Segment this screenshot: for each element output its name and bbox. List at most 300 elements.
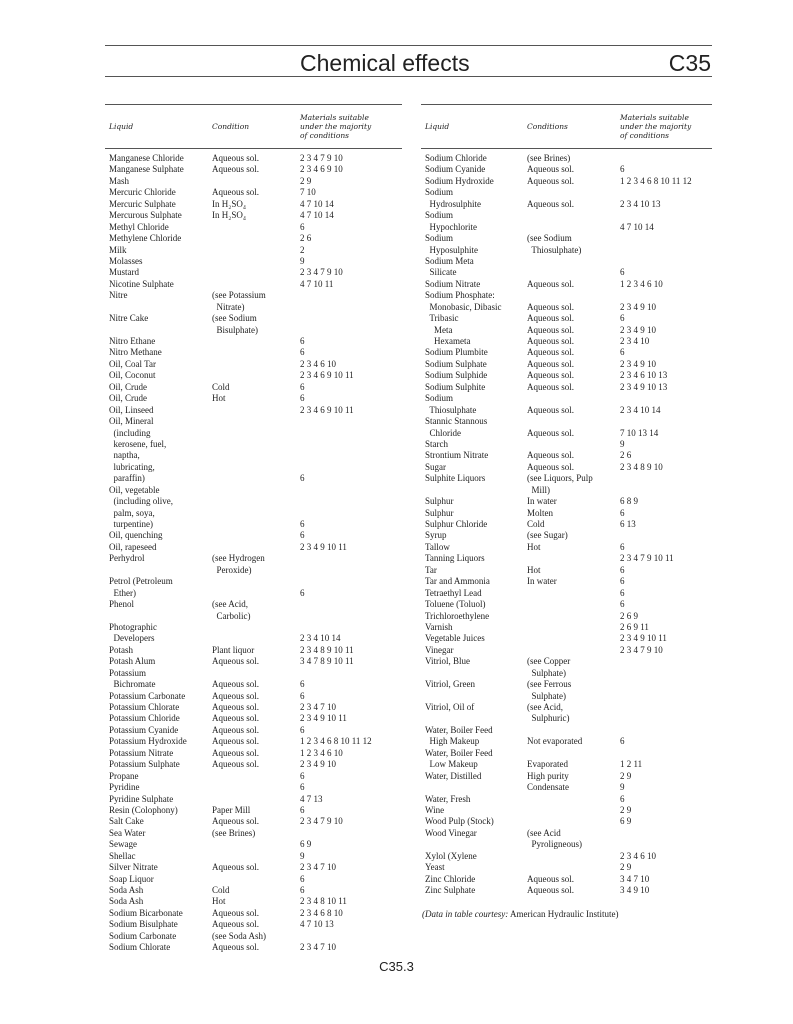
table-row bbox=[425, 862, 712, 873]
cell-liquid: Sodium Plumbite bbox=[425, 347, 488, 358]
note-text: American Hydraulic Institute) bbox=[510, 909, 619, 919]
table-row bbox=[109, 919, 402, 930]
cell-condition: (see Copper bbox=[527, 656, 571, 667]
table-row bbox=[109, 473, 402, 484]
cell-materials: 2 3 4 7 10 bbox=[300, 942, 336, 953]
table-row bbox=[425, 267, 712, 278]
cell-materials: 6 bbox=[620, 347, 625, 358]
cell-condition: Aqueous sol. bbox=[527, 164, 574, 175]
cell-materials: 2 3 4 8 9 10 11 bbox=[300, 644, 354, 655]
cell-liquid: Sodium Sulphate bbox=[425, 358, 487, 369]
cell-liquid: Potash Alum bbox=[109, 656, 156, 667]
cell-materials: 4 7 10 14 bbox=[300, 198, 334, 209]
cell-condition: Aqueous sol. bbox=[527, 324, 574, 335]
table-row bbox=[425, 290, 712, 301]
table-row bbox=[109, 199, 402, 210]
header-rule-bottom bbox=[105, 76, 712, 77]
cell-materials: 2 6 bbox=[620, 450, 632, 461]
table-row bbox=[109, 485, 402, 496]
table-row bbox=[109, 839, 402, 850]
cell-liquid: Zinc Sulphate bbox=[425, 885, 476, 895]
table-row bbox=[109, 816, 402, 827]
cell-condition: (see Soda Ash) bbox=[212, 930, 266, 941]
cell-liquid: Pyridine Sulphate bbox=[109, 793, 174, 804]
table-row bbox=[109, 279, 402, 290]
cell-condition: Aqueous sol. bbox=[212, 919, 259, 930]
table-row bbox=[425, 839, 712, 850]
cell-condition: Aqueous sol. bbox=[527, 885, 574, 895]
cell-materials: 6 bbox=[300, 885, 305, 895]
cell-materials: 2 6 bbox=[300, 233, 312, 244]
cell-liquid: Mash bbox=[109, 175, 129, 186]
note-italic: (Data in table courtesy: bbox=[422, 909, 509, 919]
table-row bbox=[109, 794, 402, 805]
cell-condition: Bisulphate) bbox=[212, 324, 258, 335]
table-row bbox=[109, 233, 402, 244]
cell-liquid: Oil, Coconut bbox=[109, 370, 156, 381]
table-row bbox=[109, 679, 402, 690]
cell-materials: 2 6 9 bbox=[620, 610, 638, 621]
table-row bbox=[109, 942, 402, 953]
cell-materials: 2 9 bbox=[300, 175, 312, 186]
cell-condition: Cold bbox=[527, 519, 545, 529]
cell-liquid: Water, Boiler Feed bbox=[425, 747, 493, 758]
cell-materials: 6 bbox=[300, 782, 305, 793]
table-row bbox=[109, 393, 402, 404]
cell-materials: 2 3 4 9 10 bbox=[620, 301, 656, 312]
cell-liquid: naptha, bbox=[109, 450, 140, 461]
table-row bbox=[425, 542, 712, 553]
cell-liquid: Soda Ash bbox=[109, 885, 144, 895]
cell-materials: 1 2 3 4 6 8 10 11 12 bbox=[300, 736, 372, 747]
cell-materials: 4 7 13 bbox=[300, 793, 323, 804]
table-row bbox=[109, 553, 402, 564]
cell-liquid: Silver Nitrate bbox=[109, 862, 158, 873]
table-row bbox=[425, 885, 712, 896]
table-row bbox=[109, 828, 402, 839]
table-row bbox=[425, 519, 712, 530]
section-code: C35 bbox=[668, 50, 711, 76]
table-row bbox=[425, 176, 712, 187]
cell-condition: In water bbox=[527, 576, 557, 587]
cell-liquid: Stannic Stannous bbox=[425, 416, 488, 427]
table-row bbox=[109, 622, 402, 633]
cell-materials: 2 9 bbox=[620, 862, 632, 873]
table-row bbox=[425, 485, 712, 496]
cell-materials: 2 3 4 9 10 bbox=[620, 358, 656, 369]
cell-liquid: Vinegar bbox=[425, 644, 454, 655]
cell-materials: 6 bbox=[620, 736, 625, 747]
cell-materials: 2 3 4 7 10 bbox=[300, 702, 336, 712]
cell-condition: Condensate bbox=[527, 782, 569, 793]
cell-materials: 2 3 4 10 14 bbox=[300, 633, 341, 644]
table-row bbox=[425, 164, 712, 175]
cell-liquid: Phenol bbox=[109, 599, 135, 610]
cell-condition: Aqueous sol. bbox=[527, 175, 574, 186]
table-row bbox=[425, 668, 712, 679]
cell-liquid: Sodium bbox=[425, 187, 454, 198]
cell-liquid: Tribasic bbox=[425, 313, 459, 324]
cell-materials: 6 bbox=[300, 679, 305, 690]
cell-condition: Aqueous sol. bbox=[527, 278, 574, 289]
cell-materials: 6 bbox=[300, 530, 305, 541]
cell-condition: Not evaporated bbox=[527, 736, 583, 747]
cell-condition: Aqueous sol. bbox=[527, 313, 574, 324]
cell-condition: Paper Mill bbox=[212, 804, 251, 815]
table-row bbox=[109, 462, 402, 473]
cell-condition: (see Acid, bbox=[527, 702, 563, 712]
table-row bbox=[109, 176, 402, 187]
cell-condition: Hot bbox=[212, 393, 226, 404]
cell-materials: 6 bbox=[300, 336, 305, 346]
table-row bbox=[109, 542, 402, 553]
cell-condition: Sulphate) bbox=[527, 690, 566, 701]
cell-liquid: Sodium Cyanide bbox=[425, 164, 486, 175]
cell-materials: 4 7 10 14 bbox=[620, 221, 654, 232]
table-row bbox=[109, 359, 402, 370]
cell-condition: In water bbox=[527, 496, 557, 507]
table-row bbox=[109, 748, 402, 759]
left-header-condition: Condition bbox=[212, 122, 250, 131]
table-row bbox=[109, 931, 402, 942]
cell-liquid: Wine bbox=[425, 804, 445, 815]
cell-materials: 7 10 13 14 bbox=[620, 427, 659, 438]
cell-liquid: Molasses bbox=[109, 255, 143, 266]
cell-liquid: Oil, Linseed bbox=[109, 404, 154, 415]
cell-materials: 6 9 bbox=[300, 839, 312, 850]
cell-materials: 2 9 bbox=[620, 770, 632, 781]
cell-liquid: Sodium bbox=[425, 210, 454, 221]
cell-materials: 6 bbox=[300, 473, 305, 484]
cell-materials: 6 bbox=[300, 770, 305, 781]
right-header-materials-line: of conditions bbox=[620, 131, 670, 140]
cell-condition: (see Acid bbox=[527, 827, 561, 838]
cell-condition: Aqueous sol. bbox=[212, 187, 259, 198]
table-row bbox=[109, 668, 402, 679]
table-row bbox=[109, 428, 402, 439]
cell-liquid: High Makeup bbox=[425, 736, 480, 747]
table-row bbox=[109, 416, 402, 427]
table-row bbox=[425, 851, 712, 862]
cell-liquid: Wood Vinegar bbox=[425, 827, 477, 838]
table-row bbox=[425, 759, 712, 770]
cell-materials: 2 3 4 8 9 10 bbox=[620, 461, 663, 472]
table-row bbox=[109, 496, 402, 507]
table-row bbox=[109, 222, 402, 233]
cell-liquid: Hexameta bbox=[425, 336, 471, 346]
cell-liquid: Nitre bbox=[109, 290, 128, 301]
cell-materials: 1 2 3 4 6 8 10 11 12 bbox=[620, 175, 692, 186]
cell-materials: 1 2 3 4 6 10 bbox=[300, 747, 343, 758]
cell-liquid: Vitriol, Blue bbox=[425, 656, 470, 667]
cell-liquid: Methylene Chloride bbox=[109, 233, 182, 244]
cell-liquid: Oil, Crude bbox=[109, 393, 147, 404]
table-row bbox=[425, 336, 712, 347]
cell-liquid: palm, soya, bbox=[109, 507, 155, 518]
left-header-materials-line: under the majority bbox=[300, 122, 372, 131]
cell-materials: 6 bbox=[300, 724, 305, 735]
cell-condition: Aqueous sol. bbox=[527, 198, 574, 209]
table-row bbox=[109, 210, 402, 221]
cell-condition: Peroxide) bbox=[212, 564, 252, 575]
table-row bbox=[425, 702, 712, 713]
cell-condition: Pyroligneous) bbox=[527, 839, 582, 850]
cell-materials: 2 3 4 10 bbox=[620, 336, 650, 346]
cell-materials: 9 bbox=[300, 255, 305, 266]
table-row bbox=[109, 633, 402, 644]
table-row bbox=[109, 565, 402, 576]
cell-materials: 6 9 bbox=[620, 816, 632, 827]
table-row bbox=[425, 771, 712, 782]
table-row bbox=[109, 347, 402, 358]
cell-condition: Aqueous sol. bbox=[527, 450, 574, 461]
table-row bbox=[109, 805, 402, 816]
cell-condition: Sulphate) bbox=[527, 667, 566, 678]
table-row bbox=[425, 588, 712, 599]
table-row bbox=[109, 736, 402, 747]
right-table-body bbox=[425, 153, 712, 896]
cell-condition: Aqueous sol. bbox=[212, 713, 259, 724]
cell-condition: Aqueous sol. bbox=[527, 336, 574, 346]
cell-materials: 2 9 bbox=[620, 804, 632, 815]
cell-condition: Aqueous sol. bbox=[527, 370, 574, 381]
cell-liquid: Water, Fresh bbox=[425, 793, 471, 804]
cell-liquid: Varnish bbox=[425, 621, 453, 632]
cell-liquid: Starch bbox=[425, 438, 448, 449]
table-row bbox=[425, 816, 712, 827]
cell-condition: Aqueous sol. bbox=[527, 347, 574, 358]
cell-liquid: Mustard bbox=[109, 267, 139, 278]
cell-liquid: Petrol (Petroleum bbox=[109, 576, 173, 587]
table-row bbox=[425, 576, 712, 587]
left-header-liquid: Liquid bbox=[109, 122, 134, 131]
cell-liquid: Low Makeup bbox=[425, 759, 478, 770]
table-row bbox=[109, 885, 402, 896]
cell-liquid: Sodium Chloride bbox=[425, 153, 487, 163]
table-row bbox=[425, 874, 712, 885]
cell-liquid: kerosene, fuel, bbox=[109, 438, 167, 449]
cell-liquid: Hydrosulphite bbox=[425, 198, 481, 209]
cell-condition: (see Potassium bbox=[212, 290, 266, 301]
left-header-materials-line: of conditions bbox=[300, 131, 350, 140]
cell-liquid: Strontium Nitrate bbox=[425, 450, 489, 461]
cell-liquid: Chloride bbox=[425, 427, 461, 438]
table-row bbox=[425, 325, 712, 336]
cell-liquid: Tar bbox=[425, 564, 437, 575]
cell-condition: High purity bbox=[527, 770, 569, 781]
cell-liquid: Nitro Methane bbox=[109, 347, 162, 358]
cell-materials: 4 7 10 14 bbox=[300, 210, 334, 221]
cell-liquid: Sulphur Chloride bbox=[425, 519, 488, 529]
table-row bbox=[425, 279, 712, 290]
cell-liquid: Vitriol, Oil of bbox=[425, 702, 475, 712]
right-header-condition: Conditions bbox=[527, 122, 568, 131]
table-row bbox=[425, 679, 712, 690]
cell-liquid: Sodium Bicarbonate bbox=[109, 907, 183, 918]
cell-liquid: Sodium Hydroxide bbox=[425, 175, 494, 186]
cell-liquid: Potassium Sulphate bbox=[109, 759, 180, 770]
table-row bbox=[425, 439, 712, 450]
cell-liquid: Methyl Chloride bbox=[109, 221, 169, 232]
cell-liquid: Mercuric Chloride bbox=[109, 187, 176, 198]
table-row bbox=[109, 313, 402, 324]
cell-condition: (see Ferrous bbox=[527, 679, 572, 690]
cell-liquid: Vegetable Juices bbox=[425, 633, 485, 644]
cell-condition: Aqueous sol. bbox=[212, 153, 259, 163]
cell-condition: Hot bbox=[527, 541, 541, 552]
table-row bbox=[425, 359, 712, 370]
table-row bbox=[109, 908, 402, 919]
cell-liquid: Tanning Liquors bbox=[425, 553, 485, 564]
cell-liquid: Oil, Mineral bbox=[109, 416, 154, 427]
cell-materials: 2 bbox=[300, 244, 305, 255]
cell-condition: Aqueous sol. bbox=[212, 736, 259, 747]
cell-liquid: Pyridine bbox=[109, 782, 140, 793]
cell-liquid: lubricating, bbox=[109, 461, 155, 472]
cell-condition: Aqueous sol. bbox=[212, 690, 259, 701]
cell-liquid: Sewage bbox=[109, 839, 137, 850]
cell-condition: Aqueous sol. bbox=[527, 427, 574, 438]
table-row bbox=[425, 450, 712, 461]
table-row bbox=[425, 405, 712, 416]
table-row bbox=[425, 622, 712, 633]
table-row bbox=[425, 382, 712, 393]
cell-materials: 6 bbox=[620, 564, 625, 575]
right-header-materials bbox=[620, 113, 691, 140]
cell-condition: Aqueous sol. bbox=[212, 164, 259, 175]
cell-liquid: Sugar bbox=[425, 461, 446, 472]
cell-liquid: Monobasic, Dibasic bbox=[425, 301, 502, 312]
cell-condition: Aqueous sol. bbox=[212, 816, 259, 827]
cell-liquid: Yeast bbox=[425, 862, 445, 873]
cell-liquid: Resin (Colophony) bbox=[109, 804, 178, 815]
cell-liquid: Hyposulphite bbox=[425, 244, 478, 255]
cell-materials: 6 bbox=[300, 690, 305, 701]
cell-condition: Carbolic) bbox=[212, 610, 251, 621]
cell-liquid: Water, Distilled bbox=[425, 770, 482, 781]
cell-materials: 6 bbox=[620, 587, 625, 598]
cell-liquid: Tar and Ammonia bbox=[425, 576, 490, 587]
right-header-materials-line: under the majority bbox=[620, 122, 692, 131]
table-row bbox=[109, 656, 402, 667]
table-row bbox=[425, 462, 712, 473]
cell-materials: 6 8 9 bbox=[620, 496, 638, 507]
left-header-materials bbox=[300, 113, 371, 140]
cell-liquid: Oil, Crude bbox=[109, 381, 147, 392]
cell-liquid: Nitro Ethane bbox=[109, 336, 156, 346]
cell-liquid: Sodium Carbonate bbox=[109, 930, 177, 941]
table-row bbox=[425, 611, 712, 622]
cell-condition: Aqueous sol. bbox=[212, 656, 259, 667]
table-row bbox=[425, 794, 712, 805]
cell-materials: 6 bbox=[300, 873, 305, 884]
cell-liquid: Syrup bbox=[425, 530, 447, 541]
cell-liquid: (including olive, bbox=[109, 496, 173, 507]
cell-condition: Plant liquor bbox=[212, 644, 255, 655]
cell-materials: 9 bbox=[620, 782, 625, 793]
table-row bbox=[109, 290, 402, 301]
cell-liquid: Milk bbox=[109, 244, 127, 255]
page-number: C35.3 bbox=[379, 959, 414, 974]
table-row bbox=[425, 222, 712, 233]
table-row bbox=[109, 382, 402, 393]
table-row bbox=[425, 428, 712, 439]
cell-materials: 4 7 10 13 bbox=[300, 919, 334, 930]
table-row bbox=[425, 828, 712, 839]
right-table-rule-header bbox=[421, 148, 712, 149]
table-row bbox=[425, 599, 712, 610]
cell-materials: 2 3 4 9 10 bbox=[620, 324, 656, 335]
table-row bbox=[109, 187, 402, 198]
cell-liquid: Propane bbox=[109, 770, 139, 781]
cell-condition: (see Sodium bbox=[212, 313, 257, 324]
table-row bbox=[425, 736, 712, 747]
cell-condition: Aqueous sol. bbox=[527, 301, 574, 312]
cell-condition: Thiosulphate) bbox=[527, 244, 582, 255]
cell-liquid: Oil, quenching bbox=[109, 530, 163, 541]
cell-liquid: paraffin) bbox=[109, 473, 145, 484]
table-row bbox=[109, 576, 402, 587]
table-row bbox=[109, 370, 402, 381]
table-row bbox=[109, 702, 402, 713]
cell-liquid: Sodium Chlorate bbox=[109, 942, 171, 953]
cell-condition: Aqueous sol. bbox=[212, 702, 259, 712]
cell-materials: 2 3 4 9 10 11 bbox=[300, 713, 347, 724]
cell-materials: 1 2 3 4 6 10 bbox=[620, 278, 663, 289]
table-row bbox=[425, 645, 712, 656]
cell-materials: 6 bbox=[300, 221, 305, 232]
cell-liquid: Tallow bbox=[425, 541, 450, 552]
cell-liquid: Developers bbox=[109, 633, 155, 644]
cell-liquid: Photographic bbox=[109, 621, 157, 632]
cell-liquid: Potassium Nitrate bbox=[109, 747, 174, 758]
table-row bbox=[109, 508, 402, 519]
cell-liquid: Wood Pulp (Stock) bbox=[425, 816, 494, 827]
cell-materials: 2 3 4 8 10 11 bbox=[300, 896, 347, 907]
cell-materials: 2 3 4 9 10 13 bbox=[620, 381, 668, 392]
table-row bbox=[109, 759, 402, 770]
cell-materials: 6 bbox=[620, 793, 625, 804]
cell-materials: 2 3 4 6 8 10 bbox=[300, 907, 343, 918]
cell-liquid: Hypochlorite bbox=[425, 221, 477, 232]
cell-materials: 2 3 4 6 10 13 bbox=[620, 370, 668, 381]
table-row bbox=[425, 416, 712, 427]
cell-condition: Sulphuric) bbox=[527, 713, 570, 724]
cell-condition: Nitrate) bbox=[212, 301, 245, 312]
table-row bbox=[425, 473, 712, 484]
cell-condition: In H₂SO₄ bbox=[212, 210, 247, 221]
cell-materials: 2 3 4 6 10 bbox=[620, 850, 656, 861]
cell-liquid: Oil, Coal Tar bbox=[109, 358, 156, 369]
left-table-rule-header bbox=[105, 148, 402, 149]
table-row bbox=[109, 267, 402, 278]
table-row bbox=[425, 633, 712, 644]
table-row bbox=[425, 302, 712, 313]
table-row bbox=[425, 256, 712, 267]
table-source-note bbox=[422, 909, 618, 919]
table-row bbox=[425, 347, 712, 358]
table-row bbox=[425, 782, 712, 793]
cell-condition: Mill) bbox=[527, 484, 551, 495]
cell-liquid: Xylol (Xylene bbox=[425, 850, 477, 861]
cell-materials: 2 3 4 9 10 11 bbox=[620, 633, 667, 644]
table-row bbox=[109, 771, 402, 782]
cell-materials: 2 3 4 7 9 10 bbox=[300, 267, 343, 278]
cell-liquid: Oil, rapeseed bbox=[109, 541, 157, 552]
left-table-rule-top bbox=[105, 104, 402, 105]
table-row bbox=[109, 725, 402, 736]
table-row bbox=[109, 336, 402, 347]
